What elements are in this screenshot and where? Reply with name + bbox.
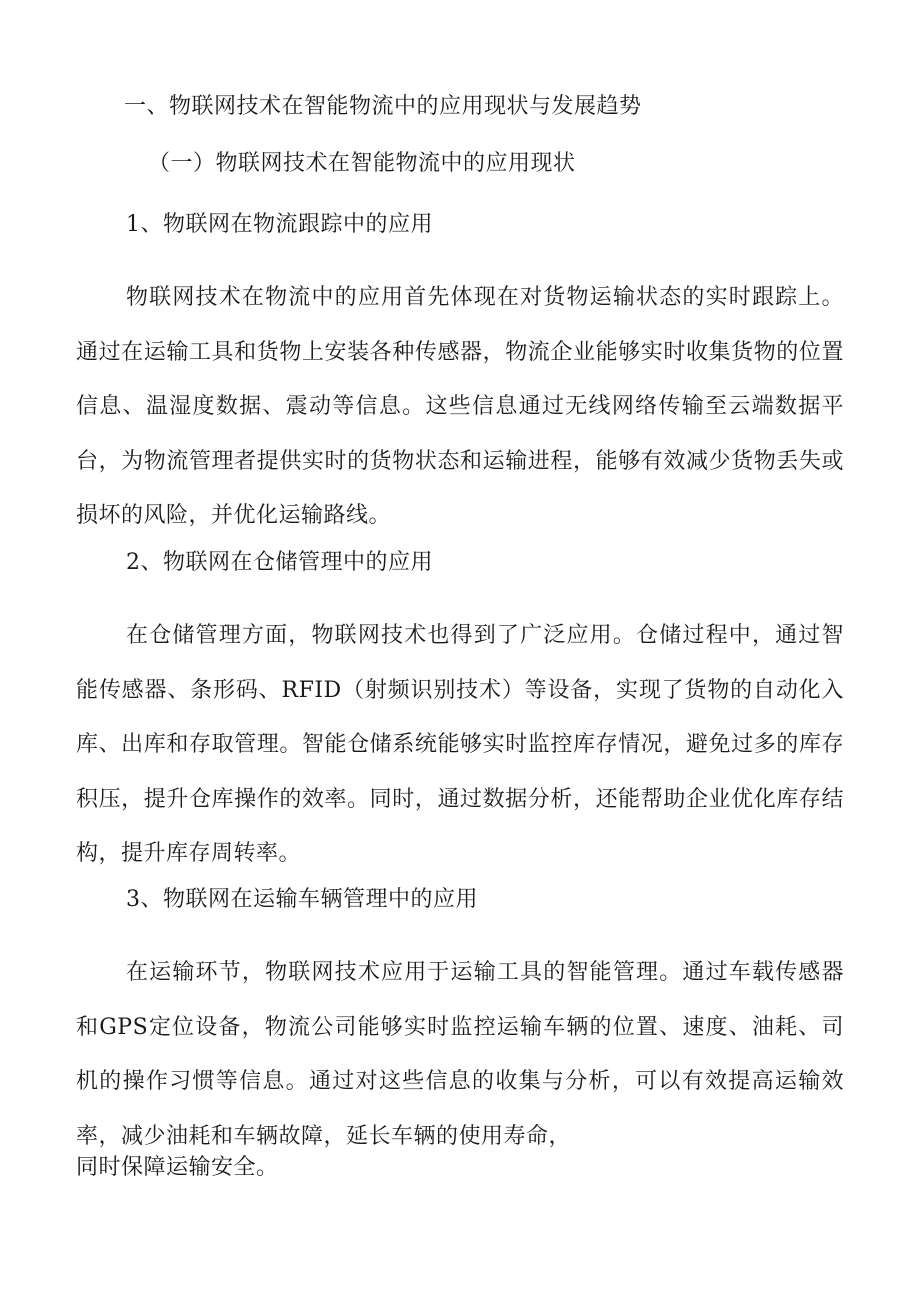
paragraph-3: 在运输环节，物联网技术应用于运输工具的智能管理。通过车载传感器和GPS定位设备，物流公司能够实时监控运输车辆的位置、速度、油耗、司机的操作习惯等信息。通过对这些信息的收集与分析，可以有效提高运输效率，减少油耗和车辆故障，延长车辆的使用寿命，	[76, 960, 844, 1149]
section-heading: （一）物联网技术在智能物流中的应用现状	[148, 151, 576, 176]
paragraph-1: 物联网技术在物流中的应用首先体现在对货物运输状态的实时跟踪上。通过在运输工具和货物上安装各种传感器，物流企业能够实时收集货物的位置信息、温湿度数据、震动等信息。这些信息通过无线网络传输至云端数据平台，为物流管理者提供实时的货物状态和运输进程，能够有效减少货物丢失或损坏的风险，并优化运输路线。	[76, 285, 844, 528]
subsection-title-2: 2、物联网在仓储管理中的应用	[126, 550, 433, 575]
paragraph-2: 在仓储管理方面，物联网技术也得到了广泛应用。仓储过程中，通过智能传感器、条形码、RFID（射频识别技术）等设备，实现了货物的自动化入库、出库和存取管理。智能仓储系统能够实时监控库存情况，避免过多的库存积压，提升仓库操作的效率。同时，通过数据分析，还能帮助企业优化库存结构，提升库存周转率。	[76, 623, 844, 866]
chapter-heading: 一、物联网技术在智能物流中的应用现状与发展趋势	[124, 94, 642, 119]
subsection-title-3: 3、物联网在运输车辆管理中的应用	[126, 887, 478, 912]
subsection-title-1: 1、物联网在物流跟踪中的应用	[126, 212, 433, 237]
paragraph-3-tail: 同时保障运输安全。	[76, 1155, 279, 1180]
